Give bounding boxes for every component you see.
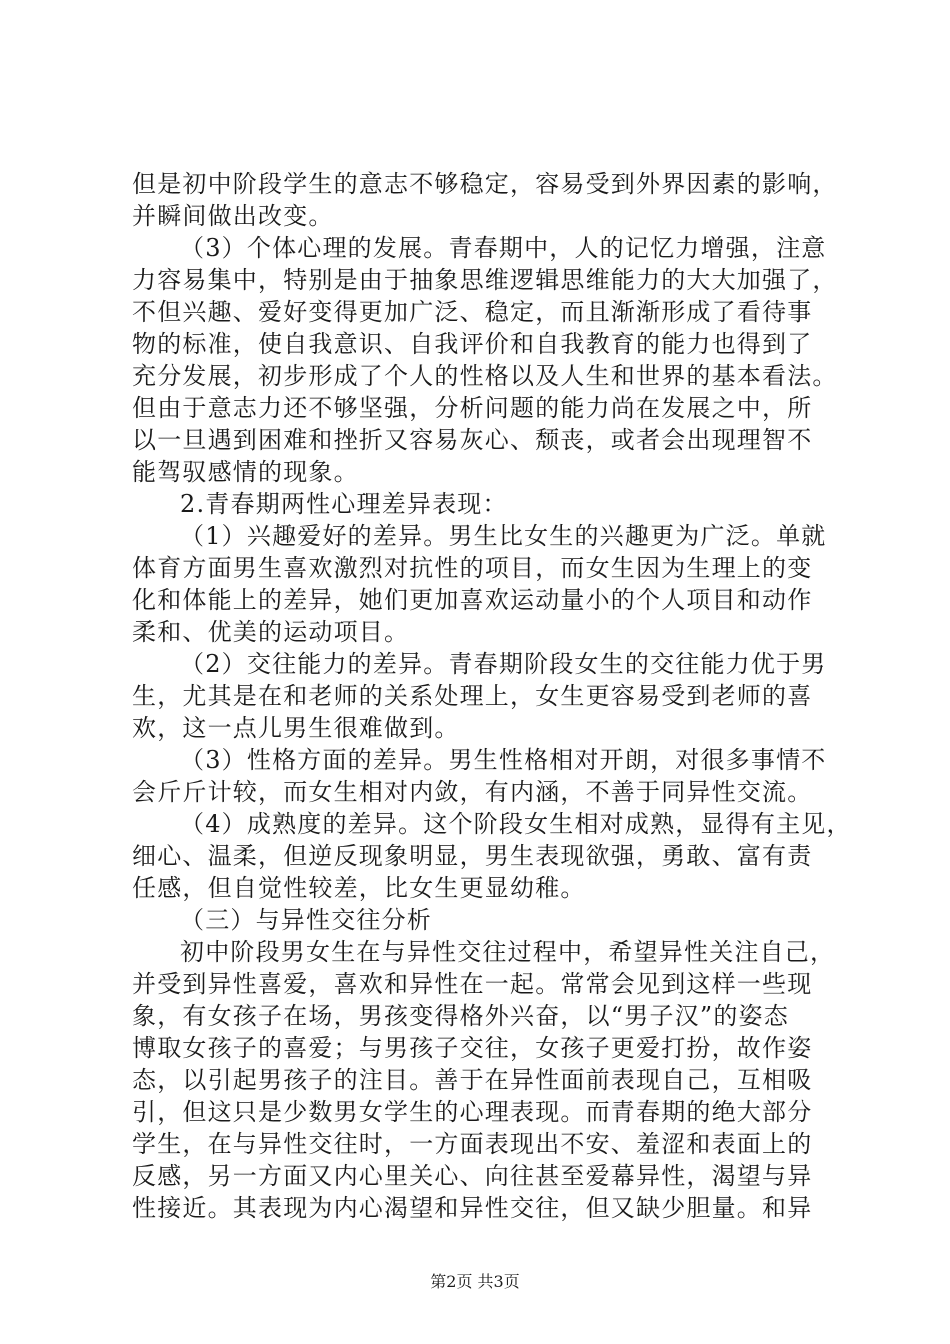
text-line: 反感，另一方面又内心里关心、向往甚至爱幕异性，渴望与异 — [132, 1162, 813, 1190]
text-line: 象，有女孩子在场，男孩变得格外兴奋，以“男子汉”的姿态 — [132, 1002, 789, 1030]
text-line: 态，以引起男孩子的注目。善于在异性面前表现自己，互相吸 — [132, 1066, 813, 1094]
text-line: 物的标准，使自我意识、自我评价和自我教育的能力也得到了 — [132, 330, 813, 358]
text-line: 生，尤其是在和老师的关系处理上，女生更容易受到老师的喜 — [132, 682, 813, 710]
text-line: 并瞬间做出改变。 — [132, 202, 334, 230]
page-footer: 第2页 共3页 — [430, 1272, 520, 1291]
text-line: 体育方面男生喜欢激烈对抗性的项目，而女生因为生理上的变 — [132, 554, 813, 582]
text-line: 并受到异性喜爱，喜欢和异性在一起。常常会见到这样一些现 — [132, 970, 813, 998]
document-body — [132, 168, 852, 1224]
text-line: 力容易集中，特别是由于抽象思维逻辑思维能力的大大加强了， — [132, 266, 838, 294]
text-line: 但是初中阶段学生的意志不够稳定，容易受到外界因素的影响， — [132, 170, 838, 198]
text-line: 博取女孩子的喜爱；与男孩子交往，女孩子更爱打扮，故作姿 — [132, 1034, 813, 1062]
text-line: 充分发展，初步形成了个人的性格以及人生和世界的基本看法。 — [132, 362, 838, 390]
text-line: 引，但这只是少数男女学生的心理表现。而青春期的绝大部分 — [132, 1098, 813, 1126]
text-line: 但由于意志力还不够坚强，分析问题的能力尚在发展之中，所 — [132, 394, 813, 422]
text-line: （3）个体心理的发展。青春期中，人的记忆力增强，注意 — [180, 234, 827, 262]
text-line: 不但兴趣、爱好变得更加广泛、稳定，而且渐渐形成了看待事 — [132, 298, 813, 326]
text-line: （三）与异性交往分析 — [180, 906, 432, 934]
text-line: 学生，在与异性交往时，一方面表现出不安、羞涩和表面上的 — [132, 1130, 813, 1158]
text-line: 欢，这一点儿男生很难做到。 — [132, 714, 460, 742]
text-line: 会斤斤计较，而女生相对内敛，有内涵，不善于同异性交流。 — [132, 778, 813, 806]
text-line: 细心、温柔，但逆反现象明显，男生表现欲强，勇敢、富有责 — [132, 842, 813, 870]
text-line: 柔和、优美的运动项目。 — [132, 618, 410, 646]
text-line: 性接近。其表现为内心渴望和异性交往，但又缺少胆量。和异 — [132, 1194, 813, 1222]
text-line: 能驾驭感情的现象。 — [132, 458, 359, 486]
text-line: （4）成熟度的差异。这个阶段女生相对成熟，显得有主见， — [180, 810, 852, 838]
text-line: 2.青春期两性心理差异表现： — [180, 490, 508, 518]
text-line: （2）交往能力的差异。青春期阶段女生的交往能力优于男 — [180, 650, 827, 678]
text-line: （3）性格方面的差异。男生性格相对开朗，对很多事情不 — [180, 746, 827, 774]
text-line: 以一旦遇到困难和挫折又容易灰心、颓丧，或者会出现理智不 — [132, 426, 813, 454]
text-line: 初中阶段男女生在与异性交往过程中，希望异性关注自己， — [180, 938, 836, 966]
text-line: 任感，但自觉性较差，比女生更显幼稚。 — [132, 874, 586, 902]
text-line: （1）兴趣爱好的差异。男生比女生的兴趣更为广泛。单就 — [180, 522, 827, 550]
text-line: 化和体能上的差异，她们更加喜欢运动量小的个人项目和动作 — [132, 586, 813, 614]
